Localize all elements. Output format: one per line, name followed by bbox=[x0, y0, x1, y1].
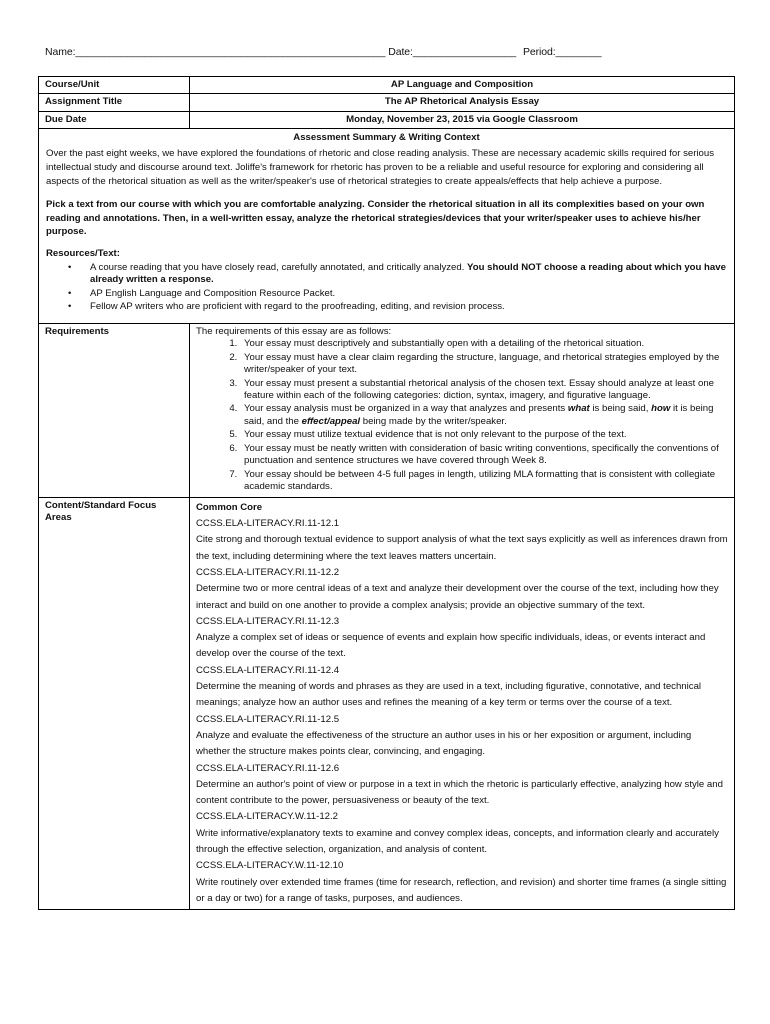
requirement-item: 6. Your essay must be neatly written with consideration of basic writing conventions, specifically the conventions of punctuation and sentence structures we have covered through Week 8. bbox=[240, 443, 728, 468]
period-label: Period: bbox=[522, 46, 556, 58]
req4-how: how bbox=[651, 403, 671, 415]
requirement-item: 1. Your essay must descriptively and substantially open with a detailing of the rhetorical situation. bbox=[240, 338, 728, 350]
info-row-course bbox=[39, 77, 734, 94]
standards-row bbox=[39, 498, 734, 909]
req4-what: what bbox=[567, 403, 590, 415]
standard-text: Analyze a complex set of ideas or sequence of events and explain how specific individuals, ideas, or events interact and develop over the course of the text. bbox=[196, 632, 706, 660]
standard-code: CCSS.ELA-LITERACY.W.11-12.10 bbox=[196, 860, 344, 872]
standards-label: Content/Standard Focus Areas bbox=[39, 498, 190, 909]
info-row-due bbox=[39, 112, 734, 129]
info-row-title bbox=[39, 94, 734, 111]
standards-title: Common Core bbox=[196, 501, 263, 513]
standard-text: Cite strong and thorough textual evidence to support analysis of what the text says explicitly as well as inferences drawn from the text, including determining where the text leaves matters uncertain. bbox=[196, 534, 728, 562]
standard-text: Write informative/explanatory texts to examine and convey complex ideas, concepts, and information clearly and accurately through the effective selection, organization, and analysis of content. bbox=[196, 827, 719, 855]
resources-label: Resources/Text: bbox=[46, 248, 120, 260]
req4-part-a: Your essay analysis must be organized in a way that analyzes and presents bbox=[244, 403, 568, 415]
standard-code: CCSS.ELA-LITERACY.RI.11-12.3 bbox=[196, 615, 340, 627]
summary-paragraph-1: Over the past eight weeks, we have explored the foundations of rhetoric and close reading analysis. These are necessary academic skills required for serious intellectual study and discourse around text. Joliffe's framework for rhetoric has proven to be a reliable and useful resource for exploring and considering all aspects of the rhetorical situation as well as the writer/speaker's use of rhetorical strategies to create appeals/effects that help achieve a purpose. bbox=[46, 147, 715, 187]
standard-code: CCSS.ELA-LITERACY.RI.11-12.2 bbox=[196, 566, 340, 578]
summary-paragraph-2: Pick a text from our course with which you are comfortable analyzing. Consider the rhetorical situation in all its complexities based on your own reading and annotations. Then, in a well-written essay, analyze the rhetorical strategies/devices that your writer/speaker uses to achieve his/her purpose. bbox=[46, 198, 705, 238]
due-date-label: Due Date bbox=[39, 112, 190, 128]
date-blank: __________________ bbox=[412, 46, 517, 58]
standard-text: Write routinely over extended time frames (time for research, reflection, and revision) and shorter time frames (a single sitting or a day or two) for a range of tasks, purposes, and audiences. bbox=[196, 876, 727, 904]
standard-code: CCSS.ELA-LITERACY.W.11-12.2 bbox=[196, 811, 339, 823]
resources-list bbox=[46, 262, 727, 314]
date-label: Date: bbox=[388, 46, 413, 58]
assignment-table bbox=[38, 76, 735, 910]
assignment-title-label: Assignment Title bbox=[39, 94, 190, 110]
standard-code: CCSS.ELA-LITERACY.RI.11-12.6 bbox=[196, 762, 340, 774]
resource-item: • AP English Language and Composition Resource Packet. bbox=[90, 288, 727, 300]
standard-text: Determine an author's point of view or purpose in a text in which the rhetoric is particularly effective, analyzing how style and content contribute to the power, persuasiveness or beauty of the text. bbox=[196, 778, 723, 807]
requirements-intro: The requirements of this essay are as follows: bbox=[196, 325, 392, 337]
standard-text: Determine the meaning of words and phrases as they are used in a text, including figurative, connotative, and technical meanings; analyze how an author uses and refines the meaning of a key term or terms over the course of a text. bbox=[196, 681, 702, 709]
requirement-item: 7. Your essay should be between 4-5 full pages in length, utilizing MLA formatting that is consistent with collegiate academic standards. bbox=[240, 469, 728, 494]
requirements-list bbox=[196, 338, 728, 494]
requirement-item: 2. Your essay must have a clear claim regarding the structure, language, and rhetorical strategies employed by the writer/speaker of your text. bbox=[240, 352, 728, 377]
resource-item: • Fellow AP writers who are proficient with regard to the proofreading, editing, and revision process. bbox=[90, 301, 727, 313]
resource-1-text: A course reading that you have closely read, carefully annotated, and critically analyzed. bbox=[90, 261, 468, 273]
standard-text: Analyze and evaluate the effectiveness of the structure an author uses in his or her exposition or argument, including whether the structure makes points clear, convincing, and engaging. bbox=[196, 729, 692, 758]
resource-item bbox=[90, 262, 727, 287]
requirements-label: Requirements bbox=[39, 324, 190, 497]
summary-row bbox=[39, 129, 734, 323]
requirement-item bbox=[240, 403, 728, 428]
req4-effect: effect/appeal bbox=[301, 415, 361, 427]
standard-code: CCSS.ELA-LITERACY.RI.11-12.4 bbox=[196, 664, 340, 676]
summary-title: Assessment Summary & Writing Context bbox=[293, 132, 480, 144]
requirements-cell bbox=[190, 324, 734, 497]
requirement-item: 3. Your essay must present a substantial rhetorical analysis of the chosen text. Essay should analyze at least one feature within each of the following categories: diction, syntax, imagery, and figurative language. bbox=[240, 378, 728, 403]
req4-part-c: it is being said, and the bbox=[244, 403, 714, 427]
standard-code: CCSS.ELA-LITERACY.RI.11-12.5 bbox=[196, 713, 340, 725]
standards-cell bbox=[190, 498, 734, 909]
summary-cell bbox=[39, 129, 734, 322]
name-label: Name: bbox=[45, 46, 76, 58]
name-blank: ______________________________________________________ bbox=[75, 46, 386, 58]
period-blank: ________ bbox=[555, 46, 602, 58]
standard-code: CCSS.ELA-LITERACY.RI.11-12.1 bbox=[196, 518, 340, 530]
course-label: Course/Unit bbox=[39, 77, 190, 93]
requirement-item: 5. Your essay must utilize textual evidence that is not only relevant to the purpose of the text. bbox=[240, 429, 728, 441]
requirements-row bbox=[39, 324, 734, 498]
assignment-title-value: The AP Rhetorical Analysis Essay bbox=[384, 96, 540, 108]
standard-text: Determine two or more central ideas of a text and analyze their development over the course of the text, including how they interact and build on one another to provide a complex analysis; provide an objective summary of the text. bbox=[196, 583, 719, 611]
resource-1-bold-text: You should NOT choose a reading about which you have already written a response. bbox=[90, 261, 726, 286]
req4-part-b: is being said, bbox=[589, 403, 652, 415]
req4-part-d: being made by the writer/speaker. bbox=[360, 415, 507, 427]
due-date-value: Monday, November 23, 2015 via Google Classroom bbox=[346, 113, 578, 125]
student-header bbox=[45, 46, 735, 58]
course-value: AP Language and Composition bbox=[390, 79, 534, 90]
